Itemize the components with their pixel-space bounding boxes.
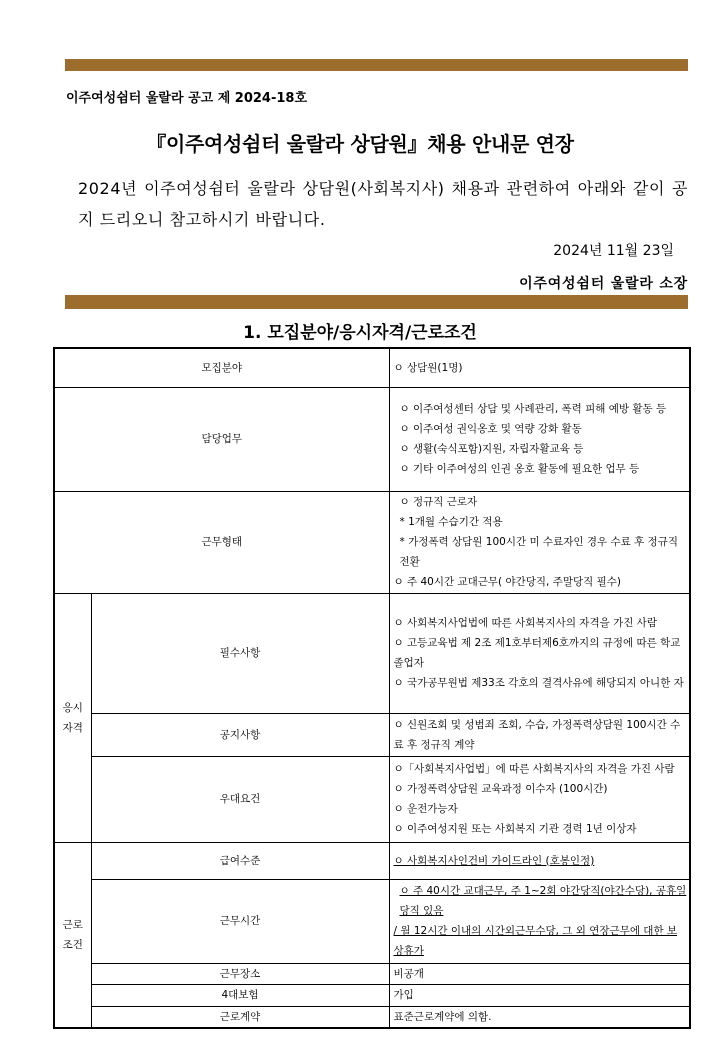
salary-label: 급여수준 xyxy=(91,842,389,879)
place-value: 비공개 xyxy=(389,963,690,984)
list-item: ㅇ 기타 이주여성의 인권 옹호 활동에 필요한 업무 등 xyxy=(399,463,640,475)
notice-label: 공지사항 xyxy=(91,713,389,756)
worktype-value xyxy=(389,491,690,593)
notice-date: 2024년 11월 23일 xyxy=(553,243,674,259)
worktype-label: 근무형태 xyxy=(54,491,389,593)
table-row xyxy=(54,387,690,491)
top-divider-bar xyxy=(65,59,688,71)
salary-value xyxy=(389,842,690,879)
list-item: ㅇ 이주여성센터 상담 및 사례관리, 폭력 피해 예방 활동 등 xyxy=(399,403,667,415)
list-item: / 월 12시간 이내의 시간외근무수당, 그 외 연장근무에 대한 보상휴가 xyxy=(393,925,678,957)
table-row xyxy=(54,348,690,387)
table-row xyxy=(54,984,690,1006)
hours-value xyxy=(389,879,690,963)
table-row xyxy=(54,756,690,842)
insurance-label: 4대보험 xyxy=(91,984,389,1006)
list-item: ㅇ 생활(숙식포함)지원, 자립자활교육 등 xyxy=(399,443,584,455)
table-row xyxy=(54,879,690,963)
list-item: ㅇ 신원조회 및 성범죄 조회, 수습, 가정폭력상담원 100시간 수료 후 정규직 계약 xyxy=(393,718,681,751)
document-title: 『이주여성쉼터 울랄라 상담원』채용 안내문 연장 xyxy=(146,132,574,156)
recruit-label: 모집분야 xyxy=(54,348,389,387)
list-item: ㅇ 국가공무원법 제33조 각호의 결격사유에 해당되지 아니한 자 xyxy=(393,677,684,689)
list-item: ㅇ 주 40시간 교대근무( 야간당직, 주말당직 필수) xyxy=(393,576,622,588)
list-item: ㅇ 가정폭력상담원 교육과정 이수자 (100시간) xyxy=(393,783,608,795)
intro-paragraph: 2024년 이주여성쉼터 울랄라 상담원(사회복지사) 채용과 관련하여 아래와 같이 공지 드리오니 참고하시기 바랍니다. xyxy=(78,179,688,229)
insurance-value: 가입 xyxy=(389,984,690,1006)
list-item: ㅇ 사회복지사업법에 따른 사회복지사의 자격을 가진 사람 xyxy=(393,617,657,629)
preferred-value xyxy=(389,756,690,842)
table-row xyxy=(54,1006,690,1028)
table-row xyxy=(54,713,690,756)
preferred-label: 우대요건 xyxy=(91,756,389,842)
required-value xyxy=(389,593,690,713)
contract-value: 표준근로계약에 의함. xyxy=(389,1006,690,1028)
notice-number: 이주여성쉼터 울랄라 공고 제 2024-18호 xyxy=(66,91,308,106)
table-row xyxy=(54,593,690,713)
list-item: ㅇ 운전가능자 xyxy=(393,803,458,815)
recruitment-table xyxy=(53,347,691,1029)
section-divider-bar xyxy=(65,295,688,309)
table-row xyxy=(54,491,690,593)
list-item: ㅇ 고등교육법 제 2조 제1호부터제6호까지의 규정에 따른 학교 졸업자 xyxy=(393,637,681,669)
signer: 이주여성쉼터 울랄라 소장 xyxy=(519,276,688,292)
notice-value xyxy=(389,713,690,756)
list-item: ㅇ 주 40시간 교대근무, 주 1~2회 야간당직(야간수당), 공휴일 당직 있음 xyxy=(399,885,687,917)
list-item: ㅇ 이주여성지원 또는 사회복지 기관 경력 1년 이상자 xyxy=(393,823,637,835)
duties-value xyxy=(389,387,690,491)
duties-label: 담당업무 xyxy=(54,387,389,491)
hours-label: 근무시간 xyxy=(91,879,389,963)
list-item: ㅇ 이주여성 권익옹호 및 역량 강화 활동 xyxy=(399,423,582,435)
list-item: ㅇ「사회복지사업법」에 따른 사회복지사의 자격을 가진 사람 xyxy=(393,763,675,775)
list-item: ㅇ 정규직 근로자 xyxy=(399,496,478,508)
list-item: * 가정폭력 상담원 100시간 미 수료자인 경우 수료 후 정규직 전환 xyxy=(399,536,678,568)
section-title: 1. 모집분야/응시자격/근로조건 xyxy=(243,323,477,343)
recruit-value: ㅇ 상담원(1명) xyxy=(389,348,690,387)
place-label: 근무장소 xyxy=(91,963,389,984)
labor-group-label: 근로 조건 xyxy=(54,842,91,1028)
table-row xyxy=(54,842,690,879)
table-row xyxy=(54,963,690,984)
list-item: * 1개월 수습기간 적용 xyxy=(399,516,503,528)
salary-text: ㅇ 사회복지사인건비 가이드라인 (호봉인정) xyxy=(393,854,595,867)
required-label: 필수사항 xyxy=(91,593,389,713)
contract-label: 근로계약 xyxy=(91,1006,389,1028)
qualification-group-label: 응시 자격 xyxy=(54,593,91,842)
